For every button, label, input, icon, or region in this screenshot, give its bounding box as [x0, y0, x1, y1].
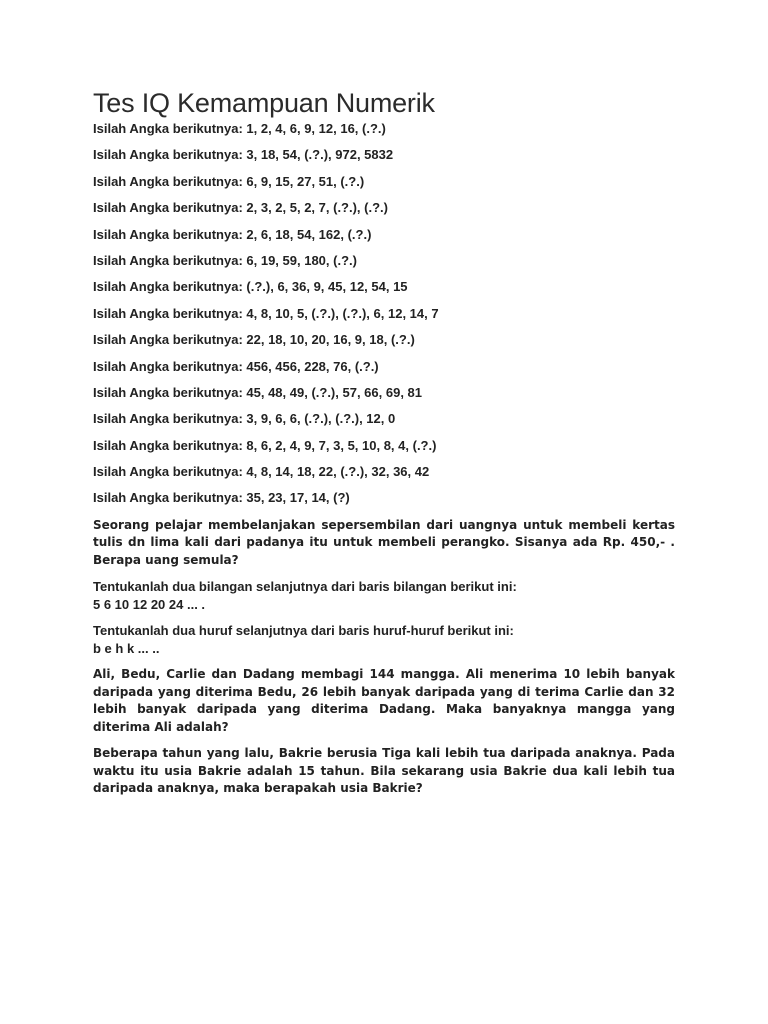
number-series-prompt: Tentukanlah dua bilangan selanjutnya dari baris bilangan berikut ini: — [93, 579, 517, 595]
question-item-5: Isilah Angka berikutnya: 2, 6, 18, 54, 162, (.?.) — [93, 226, 372, 242]
question-item-13: Isilah Angka berikutnya: 8, 6, 2, 4, 9, 7, 3, 5, 10, 8, 4, (.?.) — [93, 437, 437, 453]
word-problem-money: Seorang pelajar membelanjakan sepersembilan dari uangnya untuk membeli kertas tulis dn lima kali dari padanya itu untuk membeli perangko. Sisanya ada Rp. 450,- . Berapa uang semula? — [93, 517, 675, 567]
question-item-15: Isilah Angka berikutnya: 35, 23, 17, 14, (?) — [93, 490, 350, 506]
question-item-7: Isilah Angka berikutnya: (.?.), 6, 36, 9, 45, 12, 54, 15 — [93, 279, 408, 295]
number-series-question — [93, 578, 675, 613]
question-item-3: Isilah Angka berikutnya: 6, 9, 15, 27, 51, (.?.) — [93, 173, 365, 189]
question-item-8: Isilah Angka berikutnya: 4, 8, 10, 5, (.?.), (.?.), 6, 12, 14, 7 — [93, 305, 439, 321]
question-item-2: Isilah Angka berikutnya: 3, 18, 54, (.?.), 972, 5832 — [93, 147, 394, 163]
question-item-4: Isilah Angka berikutnya: 2, 3, 2, 5, 2, 7, (.?.), (.?.) — [93, 200, 388, 216]
question-item-12: Isilah Angka berikutnya: 3, 9, 6, 6, (.?.), (.?.), 12, 0 — [93, 411, 396, 427]
question-item-14: Isilah Angka berikutnya: 4, 8, 14, 18, 22, (.?.), 32, 36, 42 — [93, 464, 430, 480]
page-title: Tes IQ Kemampuan Numerik — [93, 88, 435, 118]
question-item-1: Isilah Angka berikutnya: 1, 2, 4, 6, 9, 12, 16, (.?.) — [93, 121, 386, 136]
question-item-11: Isilah Angka berikutnya: 45, 48, 49, (.?.), 57, 66, 69, 81 — [93, 384, 422, 400]
word-problem-age: Beberapa tahun yang lalu, Bakrie berusia Tiga kali lebih tua daripada anaknya. Pada waktu itu usia Bakrie adalah 15 tahun. Bila sekarang usia Bakrie dua kali lebih tua daripada anaknya, maka berapakah usia Bakrie? — [93, 746, 675, 796]
word-problem-mangoes: Ali, Bedu, Carlie dan Dadang membagi 144 mangga. Ali menerima 10 lebih banyak daripada yang diterima Bedu, 26 lebih banyak daripada yang di terima Carlie dan 32 lebih banyak daripada yang diterima Dadang. Maka banyaknya mangga yang diterima Ali adalah? — [93, 667, 675, 734]
number-series-values: 5 6 10 12 20 24 ... . — [93, 596, 206, 612]
letter-series-prompt: Tentukanlah dua huruf selanjutnya dari baris huruf-huruf berikut ini: — [93, 623, 514, 639]
question-item-10: Isilah Angka berikutnya: 456, 456, 228, 76, (.?.) — [93, 358, 379, 374]
letter-series-values: b e h k ... .. — [93, 640, 160, 656]
document-body — [93, 86, 675, 807]
question-list — [93, 121, 675, 517]
question-item-9: Isilah Angka berikutnya: 22, 18, 10, 20, 16, 9, 18, (.?.) — [93, 332, 415, 348]
letter-series-question — [93, 622, 675, 657]
question-item-6: Isilah Angka berikutnya: 6, 19, 59, 180, (.?.) — [93, 252, 357, 268]
